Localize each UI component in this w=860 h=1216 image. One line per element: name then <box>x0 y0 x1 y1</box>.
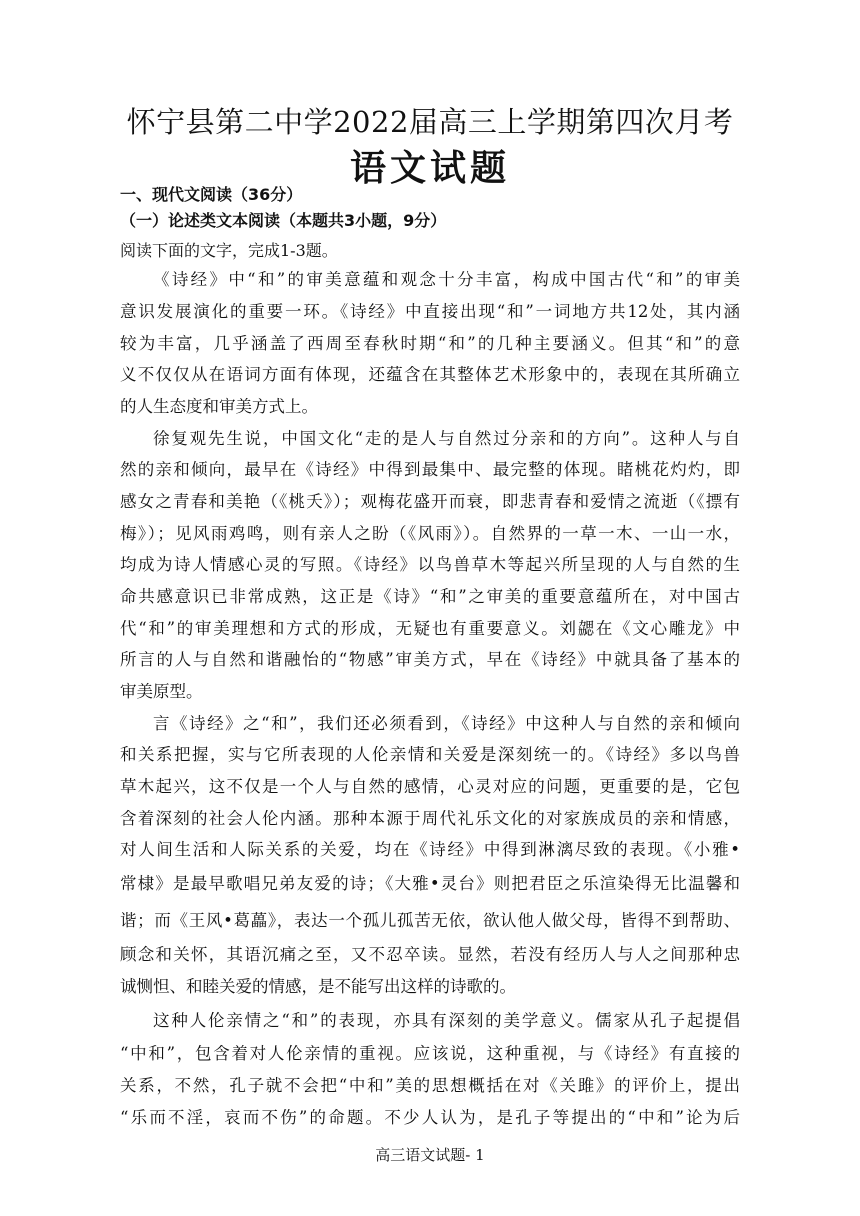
passage-line: “中和”，包含着对人伦亲情的重视。应该说，这种重视，与《诗经》有直接的 <box>120 1044 740 1063</box>
passage-line: 诚恻怛、和睦关爱的情感，是不能写出这样的诗歌的。 <box>120 977 516 996</box>
passage-line: 这种人伦亲情之“和”的表现，亦具有深刻的美学意义。儒家从孔子起提倡 <box>153 1011 740 1030</box>
passage-line: 审美原型。 <box>120 682 203 701</box>
passage-line: 对人间生活和人际关系的关爱，均在《诗经》中得到淋漓尽致的表现。《小雅• <box>120 840 740 859</box>
passage-line: 顾念和关怀，其语沉痛之至，又不忍卒读。显然，若没有经历人与人之间那种忠 <box>120 945 740 964</box>
passage-line: 命共感意识已非常成熟，这正是《诗》“和”之审美的重要意蕴所在，对中国古 <box>120 587 740 606</box>
passage-line: 然的亲和倾向，最早在《诗经》中得到最集中、最完整的体现。睹桃花灼灼，即 <box>120 460 740 479</box>
passage-line: 感女之青春和美艳（《桃夭》）；观梅花盛开而衰，即悲青春和爱情之流逝（《摽有 <box>120 492 740 511</box>
passage-line: 谐；而《王风•葛藟》，表达一个孤儿孤苦无依，欲认他人做父母，皆得不到帮助、 <box>120 911 740 930</box>
exam-title: 怀宁县第二中学2022届高三上学期第四次月考 <box>126 105 734 139</box>
passage-line: 草木起兴，这不仅是一个人与自然的感情，心灵对应的问题，更重要的是，它包 <box>120 777 740 796</box>
passage-line: 《诗经》中“和”的审美意蕴和观念十分丰富，构成中国古代“和”的审美 <box>153 270 740 289</box>
passage-line: 梅》）；见风雨鸡鸣，则有亲人之盼（《风雨》）。自然界的一草一木、一山一水， <box>120 524 740 543</box>
passage-line: 义不仅仅从在语词方面有体现，还蕴含在其整体艺术形象中的，表现在其所确立 <box>120 365 740 384</box>
reading-instruction: 阅读下面的文字，完成1-3题。 <box>120 241 338 260</box>
passage-line: 较为丰富，几乎涵盖了西周至春秋时期“和”的几种主要涵义。但其“和”的意 <box>120 334 740 353</box>
passage-line: 关系，不然，孔子就不会把“中和”美的思想概括在对《关雎》的评价上，提出 <box>120 1076 740 1095</box>
passage-line: 徐复观先生说，中国文化“走的是人与自然过分亲和的方向”。这种人与自 <box>153 429 740 448</box>
passage-line: 含着深刻的社会人伦内涵。那种本源于周代礼乐文化的对家族成员的亲和情感， <box>120 809 740 828</box>
passage-line: 常棣》是最早歌唱兄弟友爱的诗；《大雅•灵台》则把君臣之乐渲染得无比温馨和 <box>120 874 740 893</box>
passage-line: 所言的人与自然和谐融怡的“物感”审美方式，早在《诗经》中就具备了基本的 <box>120 650 740 669</box>
subsection-heading: （一）论述类文本阅读（本题共3小题，9分） <box>120 211 447 230</box>
section-heading: 一、现代文阅读（36分） <box>120 185 303 204</box>
passage-line: 意识发展演化的重要一环。《诗经》中直接出现“和”一词地方共12处，其内涵 <box>120 302 740 321</box>
passage-line: 的人生态度和审美方式上。 <box>120 397 318 416</box>
exam-subject-title: 语文试题 <box>349 148 510 189</box>
page-footer: 高三语文试题- 1 <box>375 1146 485 1164</box>
passage-line: 均成为诗人情感心灵的写照。《诗经》以鸟兽草木等起兴所呈现的人与自然的生 <box>120 555 740 574</box>
passage-line: 言《诗经》之“和”，我们还必须看到，《诗经》中这种人与自然的亲和倾向 <box>153 714 740 733</box>
passage-line: 和关系把握，实与它所表现的人伦亲情和关爱是深刻统一的。《诗经》多以鸟兽 <box>120 745 740 764</box>
passage-line: “乐而不淫，哀而不伤”的命题。不少人认为，是孔子等提出的“中和”论为后 <box>120 1108 740 1127</box>
passage-line: 代“和”的审美理想和方式的形成，无疑也有重要意义。刘勰在《文心雕龙》中 <box>120 619 740 638</box>
